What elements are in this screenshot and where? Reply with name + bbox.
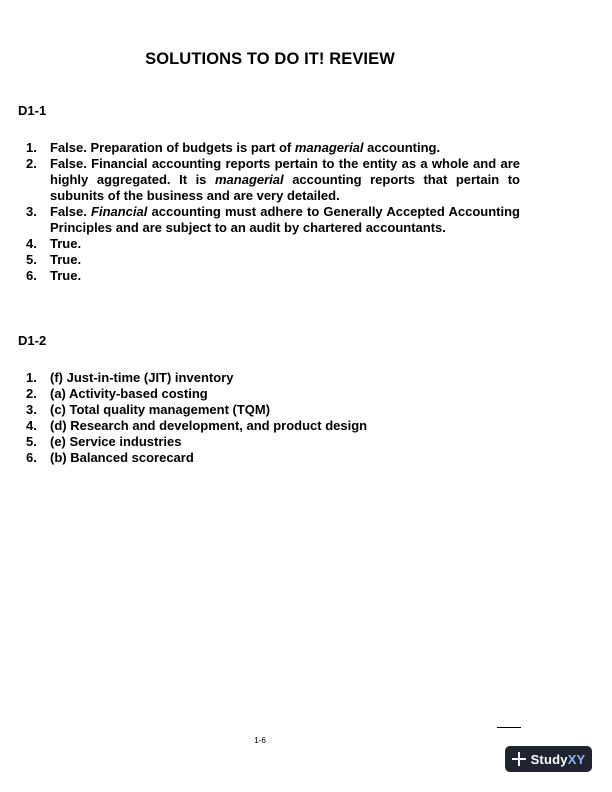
list-item: [26, 140, 520, 156]
brand-accent: XY: [567, 751, 586, 767]
item-text: True.: [50, 252, 82, 267]
list-item: [26, 236, 520, 252]
item-text: False. Financial accounting must adhere to Generally Accepted Accounting Principles and are subject to an audit by chartered accountants.: [50, 204, 521, 235]
page-title: SOLUTIONS TO DO IT! REVIEW: [145, 50, 395, 68]
item-text: (b) Balanced scorecard: [50, 450, 194, 465]
item-number: 6.: [26, 268, 37, 283]
brand-main: Study: [530, 751, 568, 767]
section-heading-d1-2: D1-2: [18, 333, 47, 348]
item-text: True.: [50, 236, 82, 251]
item-text: (a) Activity-based costing: [50, 386, 208, 401]
item-number: 1.: [26, 370, 37, 385]
list-item: [26, 156, 520, 204]
page-number: 1-6: [254, 736, 266, 745]
list-item: [26, 402, 520, 418]
brand-name: [531, 752, 586, 767]
item-number: 3.: [26, 402, 37, 417]
section-heading-d1-1: D1-1: [18, 103, 47, 118]
item-text: True.: [50, 268, 82, 283]
item-text: (f) Just-in-time (JIT) inventory: [50, 370, 234, 385]
list-item: [26, 268, 520, 284]
item-number: 2.: [26, 386, 37, 401]
studyxy-watermark-badge[interactable]: [505, 746, 592, 772]
plus-icon: [512, 752, 526, 766]
answer-list-d1-1: [26, 140, 520, 284]
item-number: 4.: [26, 236, 37, 251]
item-text: (d) Research and development, and product design: [50, 418, 368, 433]
item-text: False. Financial accounting reports pertain to the entity as a whole and are highly aggregated. It is managerial accounting reports that pertain to subunits of the business and are very detailed.: [50, 156, 520, 203]
list-item: [26, 252, 520, 268]
item-text: False. Preparation of budgets is part of managerial accounting.: [50, 140, 441, 155]
item-number: 2.: [26, 156, 37, 171]
item-text: (e) Service industries: [50, 434, 182, 449]
footer-divider: [497, 727, 521, 728]
list-item: [26, 450, 520, 466]
item-number: 4.: [26, 418, 37, 433]
item-number: 6.: [26, 450, 37, 465]
list-item: [26, 434, 520, 450]
item-text: (c) Total quality management (TQM): [50, 402, 271, 417]
item-number: 3.: [26, 204, 37, 219]
list-item: [26, 204, 520, 236]
answer-list-d1-2: [26, 370, 520, 466]
item-number: 1.: [26, 140, 37, 155]
item-number: 5.: [26, 252, 37, 267]
list-item: [26, 418, 520, 434]
list-item: [26, 370, 520, 386]
item-number: 5.: [26, 434, 37, 449]
list-item: [26, 386, 520, 402]
